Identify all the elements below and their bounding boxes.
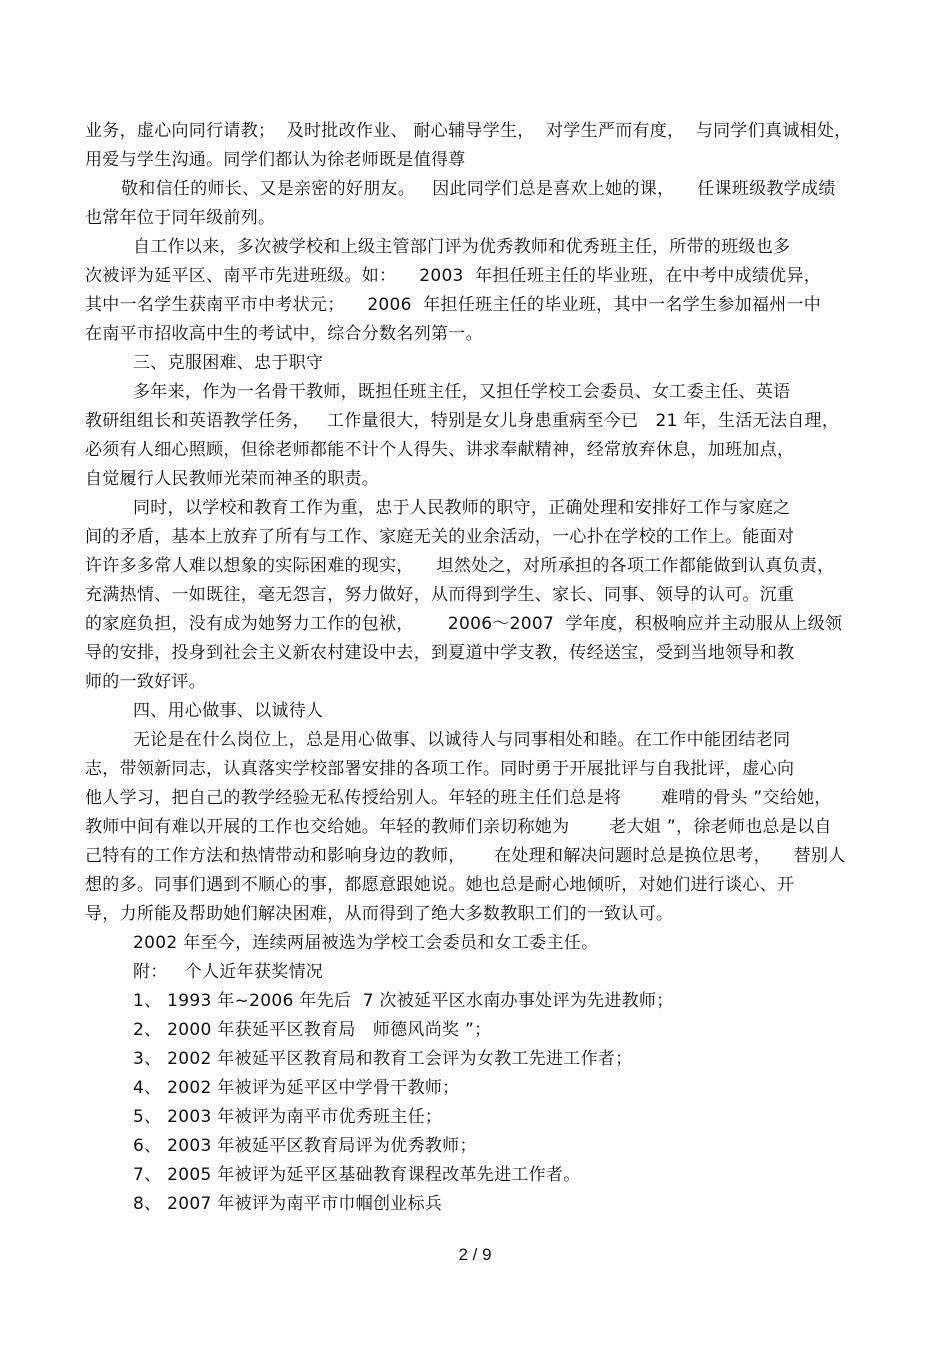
text-line: 己特有的工作方法和热情带动和影响身边的教师， 在处理和解决问题时总是换位思考， 替别人: [85, 846, 846, 866]
text-line: 自工作以来，多次被学校和上级主管部门评为优秀教师和优秀班主任，所带的班级也多: [133, 237, 791, 257]
list-item: 4、 2002 年被评为延平区中学骨干教师；: [133, 1078, 460, 1098]
text-line: 导，力所能及帮助她们解决困难，从而得到了绝大多数教职工们的一致认可。: [85, 904, 674, 924]
section-heading: 四、用心做事、以诚待人: [133, 701, 324, 721]
text-line: 其中一名学生获南平市中考状元； 2006 年担任班主任的毕业班，其中一名学生参加福州一中: [85, 295, 822, 315]
list-item: 5、 2003 年被评为南平市优秀班主任；: [133, 1107, 443, 1127]
list-item: 3、 2002 年被延平区教育局和教育工会评为女教工先进工作者；: [133, 1049, 633, 1069]
text-line: 许许多多常人难以想象的实际困难的现实， 坦然处之，对所承担的各项工作都能做到认真负责，: [85, 556, 835, 576]
text-line: 自觉履行人民教师光荣而神圣的职责。: [85, 469, 380, 489]
list-item: 7、 2005 年被评为延平区基础教育课程改革先进工作者。: [133, 1165, 581, 1185]
appendix-heading: 附： 个人近年获奖情况: [133, 962, 324, 982]
list-item: 8、 2007 年被评为南平市巾帼创业标兵: [133, 1194, 443, 1214]
text-line: 多年来，作为一名骨干教师，既担任班主任，又担任学校工会委员、女工委主任、英语: [133, 382, 791, 402]
text-line: 也常年位于同年级前列。: [85, 208, 276, 228]
text-line: 业务，虚心向同行请教； 及时批改作业、 耐心辅导学生， 对学生严而有度， 与同学们真诚相处，: [85, 121, 852, 141]
text-line: 2002 年至今，连续两届被选为学校工会委员和女工委主任。: [133, 933, 599, 953]
list-item: 6、 2003 年被延平区教育局评为优秀教师；: [133, 1136, 477, 1156]
section-heading: 三、克服困难、忠于职守: [133, 353, 324, 373]
text-line: 充满热情、一如既往，毫无怨言，努力做好，从而得到学生、家长、同事、领导的认可。沉重: [85, 585, 795, 605]
list-item: 2、 2000 年获延平区教育局 师德风尚奖 ”；: [133, 1020, 492, 1040]
text-line: 同时，以学校和教育工作为重，忠于人民教师的职守，正确处理和安排好工作与家庭之: [133, 498, 791, 518]
text-line: 间的矛盾，基本上放弃了所有与工作、家庭无关的业余活动，一心扑在学校的工作上。能面对: [85, 527, 795, 547]
page-number: 2 / 9: [458, 1245, 492, 1264]
text-line: 导的安排，投身到社会主义新农村建设中去，到夏道中学支教，传经送宝，受到当地领导和教: [85, 643, 795, 663]
text-line: 必须有人细心照顾，但徐老师都能不计个人得失、讲求奉献精神，经常放弃休息，加班加点，: [85, 440, 795, 460]
text-line: 次被评为延平区、南平市先进班级。如： 2003 年担任班主任的毕业班，在中考中成绩优异，: [85, 266, 822, 286]
text-line: 他人学习，把自己的教学经验无私传授给别人。年轻的班主任们总是将 难啃的骨头 ”交给她，: [85, 788, 832, 808]
text-line: 教研组组长和英语教学任务， 工作量很大，特别是女儿身患重病至今已 21 年，生活无法自理，: [85, 411, 840, 431]
text-line: 用爱与学生沟通。同学们都认为徐老师既是值得尊: [85, 150, 466, 170]
text-line: 的家庭负担，没有成为她努力工作的包袱， 2006～2007 学年度，积极响应并主动服从上级领: [85, 614, 843, 634]
text-line: 志，带领新同志，认真落实学校部署安排的各项工作。同时勇于开展批评与自我批评，虚心向: [85, 759, 795, 779]
text-line: 在南平市招收高中生的考试中，综合分数名列第一。: [85, 324, 483, 344]
text-line: 师的一致好评。: [85, 672, 207, 692]
text-line: 敬和信任的师长、又是亲密的好朋友。 因此同学们总是喜欢上她的课， 任课班级教学成绩: [121, 179, 836, 199]
text-line: 教师中间有难以开展的工作也交给她。年轻的教师们亲切称她为 老大姐 ”，徐老师也总是以自: [85, 817, 832, 837]
text-line: 想的多。同事们遇到不顺心的事，都愿意跟她说。她也总是耐心地倾听，对她们进行谈心、开: [85, 875, 795, 895]
list-item: 1、 1993 年~2006 年先后 7 次被延平区水南办事处评为先进教师；: [133, 991, 674, 1011]
text-line: 无论是在什么岗位上，总是用心做事、以诚待人与同事相处和睦。在工作中能团结老同: [133, 730, 791, 750]
